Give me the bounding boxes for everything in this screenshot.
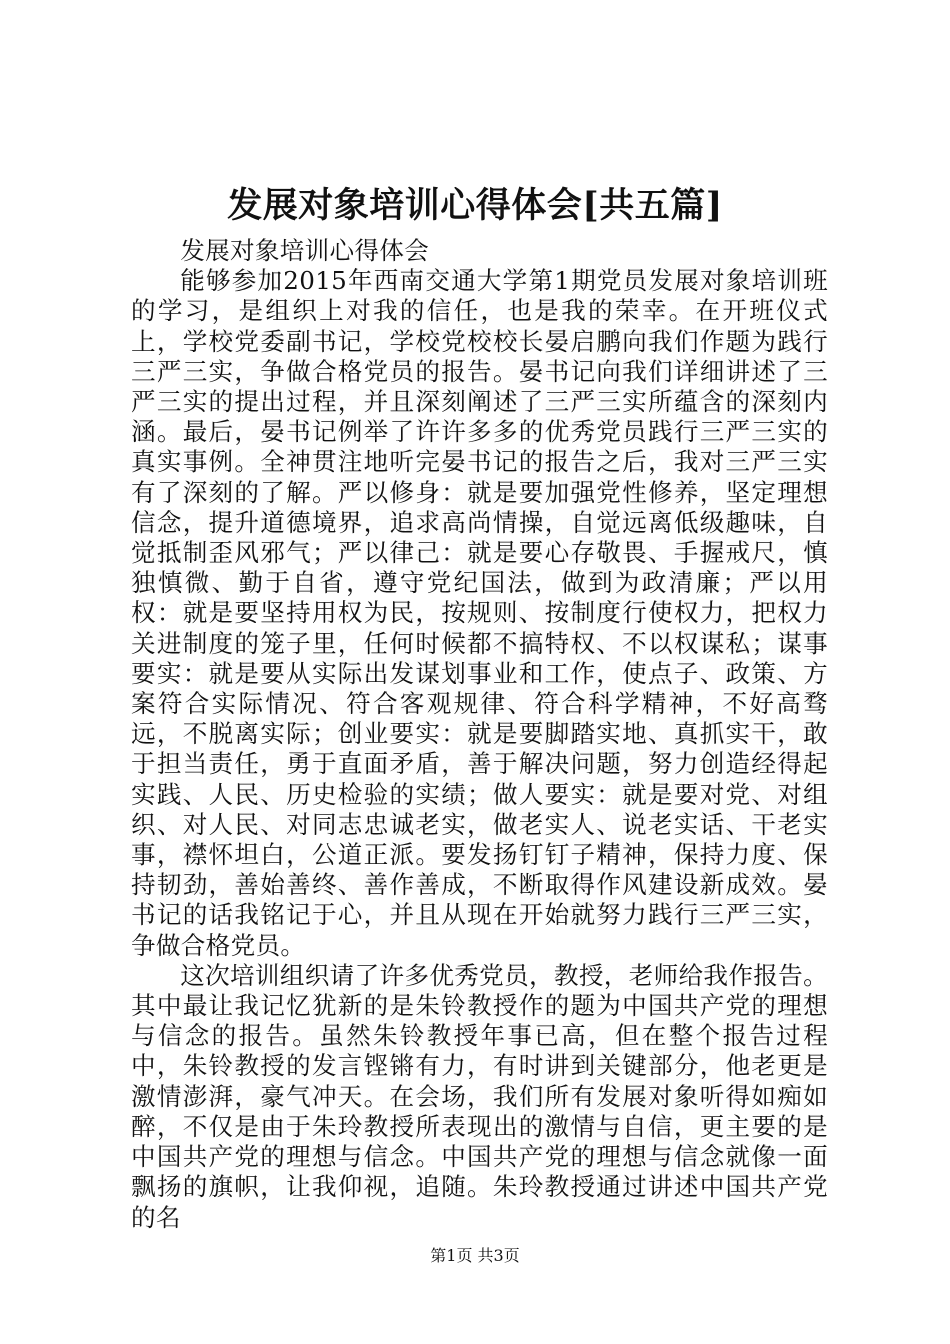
- body-paragraph-1: 能够参加2015年西南交通大学第1期党员发展对象培训班的学习，是组织上对我的信任，也是我的荣幸。在开班仪式上，学校党委副书记，学校党校校长晏启鹏向我们作题为践行三严三实，争做合格党员的报告。晏书记向我们详细讲述了三严三实的提出过程，并且深刻阐述了三严三实所蕴含的深刻内涵。最后，晏书记例举了许许多多的优秀党员践行三严三实的真实事例。全神贯注地听完晏书记的报告之后，我对三严三实有了深刻的了解。严以修身：就是要加强党性修养，坚定理想信念，提升道德境界，追求高尚情操，自觉远离低级趣味，自觉抵制歪风邪气；严以律己：就是要心存敬畏、手握戒尺，慎独慎微、勤于自省，遵守党纪国法，做到为政清廉；严以用权：就是要坚持用权为民，按规则、按制度行使权力，把权力关进制度的笼子里，任何时候都不搞特权、不以权谋私；谋事要实：就是要从实际出发谋划事业和工作，使点子、政策、方案符合实际情况、符合客观规律、符合科学精神，不好高骛远，不脱离实际；创业要实：就是要脚踏实地、真抓实干，敢于担当责任，勇于直面矛盾，善于解决问题，努力创造经得起实践、人民、历史检验的实绩；做人要实：就是要对党、对组织、对人民、对同志忠诚老实，做老实人、说老实话、干老实事，襟怀坦白，公道正派。要发扬钉钉子精神，保持力度、保持韧劲，善始善终、善作善成，不断取得作风建设新成效。晏书记的话我铭记于心，并且从现在开始就努力践行三严三实，争做合格党员。: [131, 266, 828, 960]
- document-title: 发展对象培训心得体会[共五篇]: [227, 185, 723, 226]
- page-number-footer: 第1页 共3页: [430, 1246, 520, 1265]
- document-body: [131, 236, 828, 1233]
- body-paragraph-2: 这次培训组织请了许多优秀党员，教授，老师给我作报告。其中最让我记忆犹新的是朱铃教授作的题为中国共产党的理想与信念的报告。虽然朱铃教授年事已高，但在整个报告过程中，朱铃教授的发言铿锵有力，有时讲到关键部分，他老更是激情澎湃，豪气冲天。在会场，我们所有发展对象听得如痴如醉，不仅是由于朱玲教授所表现出的激情与自信，更主要的是中国共产党的理想与信念。中国共产党的理想与信念就像一面飘扬的旗帜，让我仰视，追随。朱玲教授通过讲述中国共产党的名: [131, 960, 828, 1232]
- document-subtitle: 发展对象培训心得体会: [180, 236, 430, 265]
